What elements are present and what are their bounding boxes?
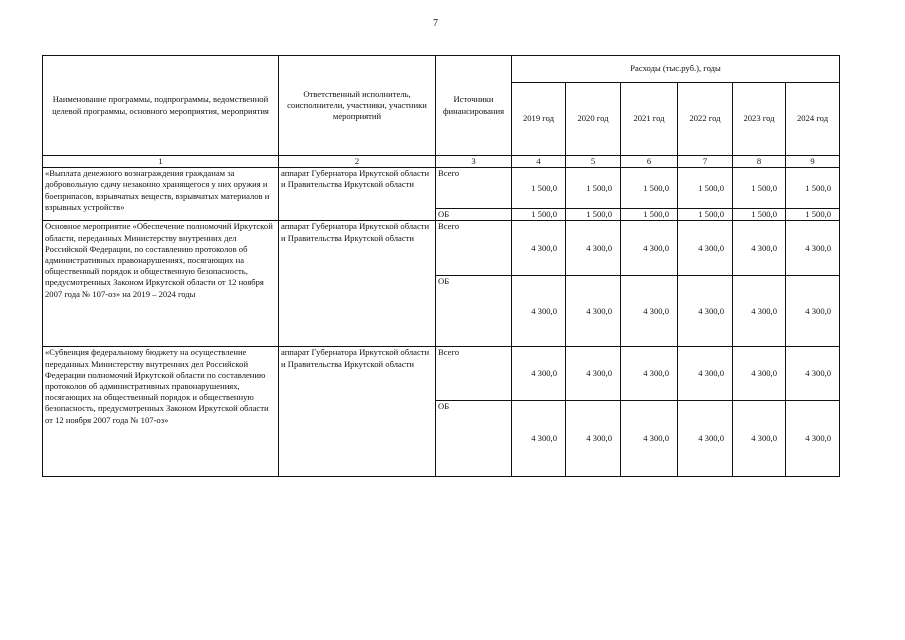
value-cell: 1 500,0 (566, 168, 621, 209)
row-source: Всего (436, 221, 512, 276)
column-number: 6 (621, 156, 678, 168)
column-number: 1 (43, 156, 279, 168)
value-cell: 4 300,0 (512, 221, 566, 276)
value-cell: 4 300,0 (512, 347, 566, 401)
header-executor: Ответственный исполнитель, соисполнители, участники, участники мероприятий (279, 56, 436, 156)
row-name: Основное мероприятие «Обеспечение полномочий Иркутской области, переданных Министерству внутренних дел Российской Федерации, по составлению протоколов об административных правонарушениях, посягающих на общественный порядок и общественную безопасность, предусмотренных Законом Иркутской области от 12 ноября 2007 года № 107-оз» на 2019 – 2024 годы (43, 221, 279, 347)
value-cell: 4 300,0 (621, 347, 678, 401)
value-cell: 4 300,0 (733, 347, 786, 401)
value-cell: 1 500,0 (621, 168, 678, 209)
value-cell: 4 300,0 (678, 276, 733, 347)
row-source: ОБ (436, 209, 512, 221)
value-cell: 4 300,0 (678, 347, 733, 401)
value-cell: 4 300,0 (512, 276, 566, 347)
value-cell: 4 300,0 (621, 221, 678, 276)
row-source: Всего (436, 168, 512, 209)
column-number: 2 (279, 156, 436, 168)
value-cell: 1 500,0 (678, 168, 733, 209)
value-cell: 1 500,0 (733, 209, 786, 221)
header-expenses: Расходы (тыс.руб.), годы (512, 56, 840, 83)
column-number: 4 (512, 156, 566, 168)
value-cell: 4 300,0 (786, 221, 840, 276)
header-year: 2023 год (733, 83, 786, 156)
value-cell: 4 300,0 (733, 276, 786, 347)
value-cell: 4 300,0 (621, 401, 678, 477)
value-cell: 4 300,0 (678, 401, 733, 477)
column-number: 3 (436, 156, 512, 168)
row-source: ОБ (436, 401, 512, 477)
header-source: Источники финансирования (436, 56, 512, 156)
table-row (43, 347, 840, 401)
value-cell: 4 300,0 (566, 347, 621, 401)
value-cell: 4 300,0 (512, 401, 566, 477)
value-cell: 4 300,0 (566, 221, 621, 276)
header-year: 2020 год (566, 83, 621, 156)
value-cell: 1 500,0 (566, 209, 621, 221)
column-number: 9 (786, 156, 840, 168)
value-cell: 4 300,0 (566, 401, 621, 477)
value-cell: 1 500,0 (621, 209, 678, 221)
value-cell: 4 300,0 (733, 221, 786, 276)
column-number: 5 (566, 156, 621, 168)
value-cell: 1 500,0 (512, 209, 566, 221)
value-cell: 1 500,0 (512, 168, 566, 209)
column-number: 8 (733, 156, 786, 168)
table-row (43, 221, 840, 276)
header-year: 2024 год (786, 83, 840, 156)
row-executor: аппарат Губернатора Иркутской области и Правительства Иркутской области (279, 168, 436, 221)
table-row (43, 168, 840, 209)
row-name: «Выплата денежного вознаграждения гражданам за добровольную сдачу незаконно хранящегося у них оружия и боеприпасов, взрывчатых веществ, взрывчатых материалов и взрывных устройств» (43, 168, 279, 221)
row-executor: аппарат Губернатора Иркутской области и Правительства Иркутской области (279, 221, 436, 347)
header-name: Наименование программы, подпрограммы, ведомственной целевой программы, основного мероприятия, мероприятия (43, 56, 279, 156)
column-numbers-row (43, 156, 840, 168)
value-cell: 4 300,0 (678, 221, 733, 276)
value-cell: 4 300,0 (786, 276, 840, 347)
row-source: Всего (436, 347, 512, 401)
value-cell: 4 300,0 (733, 401, 786, 477)
column-number: 7 (678, 156, 733, 168)
value-cell: 4 300,0 (621, 276, 678, 347)
budget-table (42, 55, 840, 477)
row-source: ОБ (436, 276, 512, 347)
value-cell: 4 300,0 (786, 401, 840, 477)
value-cell: 4 300,0 (566, 276, 621, 347)
row-name: «Субвенция федеральному бюджету на осуществление переданных Министерству внутренних дел Российской Федерации полномочий Иркутской области по составлению протоколов об административных правонарушениях, посягающих на общественный порядок и общественную безопасность, предусмотренных Законом Иркутской области от 12 ноября 2007 года № 107-оз» (43, 347, 279, 477)
value-cell: 1 500,0 (678, 209, 733, 221)
value-cell: 1 500,0 (786, 168, 840, 209)
row-executor: аппарат Губернатора Иркутской области и Правительства Иркутской области (279, 347, 436, 477)
header-year: 2021 год (621, 83, 678, 156)
page-number: 7 (433, 18, 438, 29)
value-cell: 4 300,0 (786, 347, 840, 401)
header-year: 2022 год (678, 83, 733, 156)
value-cell: 1 500,0 (733, 168, 786, 209)
header-year: 2019 год (512, 83, 566, 156)
value-cell: 1 500,0 (786, 209, 840, 221)
